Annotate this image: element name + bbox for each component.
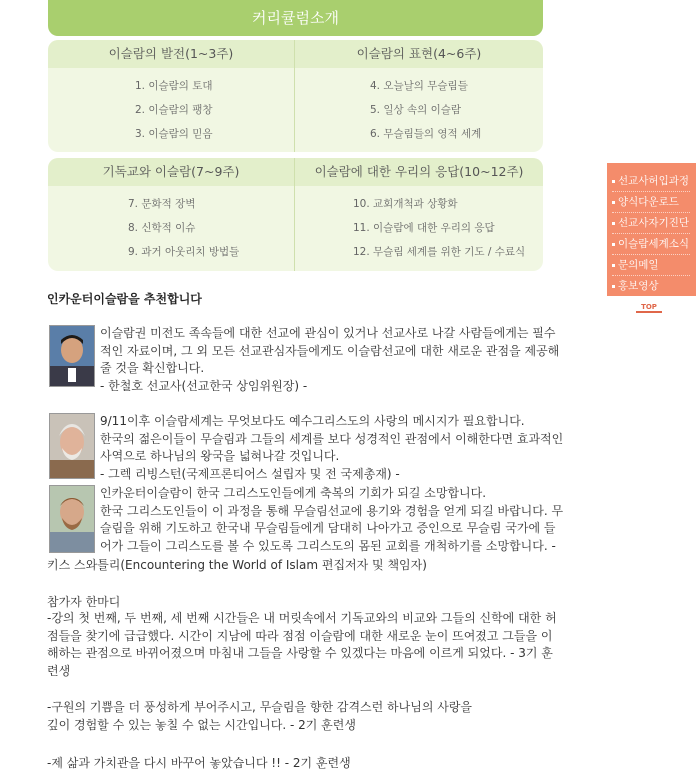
column-divider: [294, 40, 295, 152]
recommendation-3-author: 키스 스와틀리(Encountering the World of Islam 편집저자 및 책임자): [47, 558, 427, 572]
recommender-photo-2: [49, 413, 95, 479]
list-item: 1. 이슬람의 토대: [135, 80, 213, 92]
participants-heading: 참가자 한마디: [47, 595, 121, 609]
bullet-icon: [612, 201, 615, 204]
list-item: 12. 무슬림 세계를 위한 기도 / 수료식: [353, 246, 526, 258]
bullet-icon: [612, 264, 615, 267]
recommendation-3: 인카운터이슬람이 한국 그리스도인들에게 축복의 기회가 되길 소망합니다. 한국 그리스도인들이 이 과정을 통해 무슬림선교에 용기와 경험을 얻게 되길 바랍니다. 무 슬림을 위해 기도하고 한국내 무슬림들에게 담대히 나아가고 증인으로 무슬림 국가에 들 어가 그들이 그리스도를 볼 수 있도록 그리스도의 몸된 교회를 개척하기를 소망합니다. -: [100, 486, 564, 553]
quick-menu: [607, 163, 696, 296]
menu-item-missionary-admission[interactable]: 선교사허입과정: [612, 171, 690, 192]
list-item: 11. 이슬람에 대한 우리의 응답: [353, 222, 495, 234]
week-1-3-heading: 이슬람의 발전(1~3주): [48, 40, 294, 68]
curriculum-block-2: [48, 158, 543, 271]
recommender-photo-3: [49, 485, 95, 553]
curriculum-block-1: [48, 40, 543, 152]
list-item: 7. 문화적 장벽: [128, 198, 196, 210]
week-7-9-list: [128, 192, 239, 264]
week-4-6-list: [370, 74, 481, 146]
recommend-heading: 인카운터이슬람을 추천합니다: [47, 292, 202, 306]
menu-item-form-download[interactable]: 양식다운로드: [612, 192, 690, 213]
menu-item-islam-news[interactable]: 이슬람세계소식: [612, 234, 690, 255]
column-divider: [294, 158, 295, 271]
week-7-9-heading: 기독교와 이슬람(7~9주): [48, 158, 294, 186]
list-item: 6. 무슬림들의 영적 세계: [370, 128, 482, 140]
list-item: 3. 이슬람의 믿음: [135, 128, 213, 140]
curriculum-title: 커리큘럼소개: [48, 0, 543, 36]
week-10-12-list: [353, 192, 525, 264]
list-item: 9. 과거 아웃리치 방법들: [128, 246, 240, 258]
bullet-icon: [612, 285, 615, 288]
scroll-top-button[interactable]: TOP: [636, 303, 662, 313]
recommender-photo-1: [49, 325, 95, 387]
week-4-6-heading: 이슬람의 표현(4~6주): [295, 40, 543, 68]
list-item: 5. 일상 속의 이슬람: [370, 104, 462, 116]
week-1-3-list: [135, 74, 213, 146]
bullet-icon: [612, 222, 615, 225]
recommendation-1: 이슬람권 미전도 족속들에 대한 선교에 관심이 있거나 선교사로 나갈 사람들에게는 필수 적인 자료이며, 그 외 모든 선교관심자들에게도 이슬람선교에 대한 새로운 관점을 제공해 줄 것을 확신합니다. - 한철호 선교사(선교한국 상임위원장) -: [100, 326, 560, 393]
list-item: 10. 교회개척과 상황화: [353, 198, 458, 210]
menu-item-promo-video[interactable]: 홍보영상: [612, 276, 690, 297]
menu-item-inquiry-mail[interactable]: 문의메일: [612, 255, 690, 276]
testimonial-1: -강의 첫 번째, 두 번째, 세 번째 시간들은 내 머릿속에서 기독교와의 비교와 그들의 신학에 대한 허 점들을 찾기에 급급했다. 시간이 지남에 따라 점점 이슬람에 대한 새로운 눈이 뜨여졌고 그들을 이 해하는 관점으로 바뀌어졌으며 마침내 그들을 사랑할 수 있겠다는 마음에 이르게 되었다. - 3기 훈 련생: [47, 611, 557, 678]
list-item: 4. 오늘날의 무슬림들: [370, 80, 468, 92]
recommendation-2: 9/11이후 이슬람세계는 무엇보다도 예수그리스도의 사랑의 메시지가 필요합니다. 한국의 젊은이들이 무슬림과 그들의 세계를 보다 성경적인 관점에서 이해한다면 효과적인 사역으로 하나님의 왕국을 넓혀나갈 것입니다. - 그렉 리빙스턴(국제프론티어스 설립자 및 전 국제총재) -: [100, 414, 564, 481]
list-item: 2. 이슬람의 팽창: [135, 104, 213, 116]
menu-item-self-diagnosis[interactable]: 선교사자기진단: [612, 213, 690, 234]
bullet-icon: [612, 243, 615, 246]
bullet-icon: [612, 180, 615, 183]
list-item: 8. 신학적 이슈: [128, 222, 196, 234]
testimonial-2: -구원의 기쁨을 더 풍성하게 부어주시고, 무슬림을 향한 감격스런 하나님의 사랑을 깊이 경험할 수 있는 놓칠 수 없는 시간입니다. - 2기 훈련생: [47, 700, 473, 732]
testimonial-3: -제 삶과 가치관을 다시 바꾸어 놓았습니다 !! - 2기 훈련생: [47, 756, 351, 770]
week-10-12-heading: 이슬람에 대한 우리의 응답(10~12주): [295, 158, 543, 186]
